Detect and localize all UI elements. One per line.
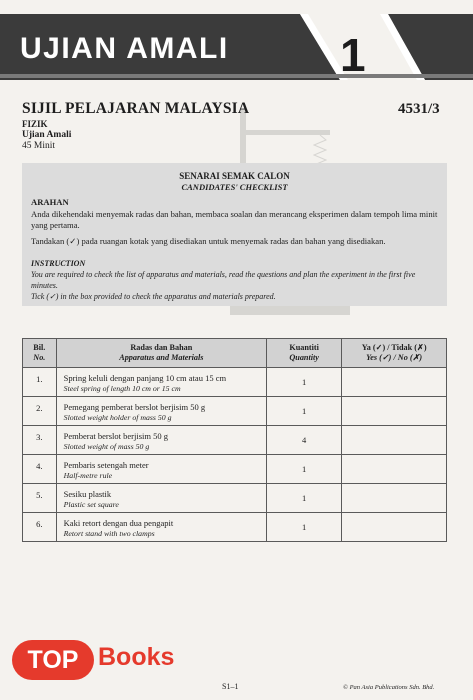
- header-check-ms: Ya (✓) / Tidak (✗): [361, 343, 427, 352]
- item-ms: Sesiku plastik: [63, 489, 112, 499]
- item-ms: Pemegang pemberat berslot berjisim 50 g: [63, 402, 206, 412]
- row-quantity: 1: [267, 455, 342, 484]
- apparatus-table: [22, 338, 447, 542]
- table-row: [23, 513, 447, 542]
- header-item-ms: Radas dan Bahan: [130, 343, 193, 352]
- row-number: 5.: [23, 484, 57, 513]
- row-item: [56, 513, 266, 542]
- table-row: [23, 397, 447, 426]
- paper-code: 4531/3: [398, 101, 440, 117]
- check-box-cell[interactable]: [342, 455, 447, 484]
- table-header-row: [23, 339, 447, 368]
- item-en: Half-metre rule: [63, 470, 113, 480]
- row-number: 2.: [23, 397, 57, 426]
- header-no-ms: Bil.: [33, 343, 46, 352]
- paper-name: Ujian Amali: [22, 130, 72, 140]
- row-item: [56, 426, 266, 455]
- check-box-cell[interactable]: [342, 513, 447, 542]
- header-item-en: Apparatus and Materials: [119, 353, 204, 362]
- header-no-en: No.: [33, 353, 46, 362]
- header-banner: [0, 14, 473, 80]
- banner-title: UJIAN AMALI: [20, 32, 229, 65]
- row-item: [56, 484, 266, 513]
- item-en: Retort stand with two clamps: [63, 528, 155, 538]
- subject: FIZIK: [22, 119, 48, 129]
- check-box-cell[interactable]: [342, 397, 447, 426]
- row-item: [56, 455, 266, 484]
- arahan-heading: ARAHAN: [31, 197, 69, 207]
- arahan-text-1: Anda dikehendaki menyemak radas dan bahan, membaca soalan dan merancang eksperimen dalam tempoh lima minit yang pertama.: [31, 209, 438, 230]
- candidates-checklist-box: [22, 163, 447, 306]
- instruction-text-2: Tick (✓) in the box provided to check the apparatus and materials prepared.: [31, 292, 276, 301]
- item-ms: Spring keluli dengan panjang 10 cm atau 15 cm: [63, 373, 227, 383]
- header-qty: [267, 339, 342, 368]
- banner-number: 1: [340, 29, 366, 81]
- row-number: 3.: [23, 426, 57, 455]
- duration: 45 Minit: [22, 141, 55, 151]
- checklist-subtitle: CANDIDATES' CHECKLIST: [181, 182, 288, 192]
- table-row: [23, 455, 447, 484]
- item-en: Plastic set square: [63, 499, 119, 509]
- check-box-cell[interactable]: [342, 484, 447, 513]
- header-no: [23, 339, 57, 368]
- instruction-text-1: You are required to check the list of apparatus and materials, read the questions and plan the experiment in the first five minutes.: [31, 270, 416, 290]
- row-item: [56, 368, 266, 397]
- item-en: Steel spring of length 10 cm or 15 cm: [63, 383, 181, 393]
- header-check-en: Yes (✓) / No (✗): [366, 353, 423, 362]
- exam-title: SIJIL PELAJARAN MALAYSIA: [22, 100, 250, 117]
- logo-books-text: Books: [98, 643, 175, 671]
- item-ms: Pembaris setengah meter: [63, 460, 149, 470]
- item-ms: Pemberat berslot berjisim 50 g: [63, 431, 169, 441]
- row-item: [56, 397, 266, 426]
- header-check: [342, 339, 447, 368]
- table-row: [23, 484, 447, 513]
- item-ms: Kaki retort dengan dua pengapit: [63, 518, 174, 528]
- publisher-credit: © Pan Asia Publications Sdn. Bhd.: [343, 684, 435, 691]
- row-quantity: 1: [267, 484, 342, 513]
- item-en: Slotted weight holder of mass 50 g: [63, 412, 172, 422]
- checklist-title: SENARAI SEMAK CALON: [179, 171, 290, 181]
- header-item: [56, 339, 266, 368]
- row-number: 1.: [23, 368, 57, 397]
- check-box-cell[interactable]: [342, 426, 447, 455]
- header-qty-ms: Kuantiti: [289, 343, 319, 352]
- row-quantity: 4: [267, 426, 342, 455]
- check-box-cell[interactable]: [342, 368, 447, 397]
- row-quantity: 1: [267, 368, 342, 397]
- item-en: Slotted weight of mass 50 g: [63, 441, 150, 451]
- logo-top-text: TOP: [12, 640, 94, 680]
- row-number: 6.: [23, 513, 57, 542]
- table-row: [23, 368, 447, 397]
- page-number: S1–1: [222, 682, 239, 691]
- table-row: [23, 426, 447, 455]
- arahan-text-2: Tandakan (✓) pada ruangan kotak yang disediakan untuk menyemak radas dan bahan yang disediakan.: [31, 236, 386, 246]
- topbooks-logo: [12, 640, 202, 684]
- row-quantity: 1: [267, 513, 342, 542]
- row-number: 4.: [23, 455, 57, 484]
- instruction-heading: INSTRUCTION: [31, 259, 86, 268]
- row-quantity: 1: [267, 397, 342, 426]
- header-qty-en: Quantity: [289, 353, 319, 362]
